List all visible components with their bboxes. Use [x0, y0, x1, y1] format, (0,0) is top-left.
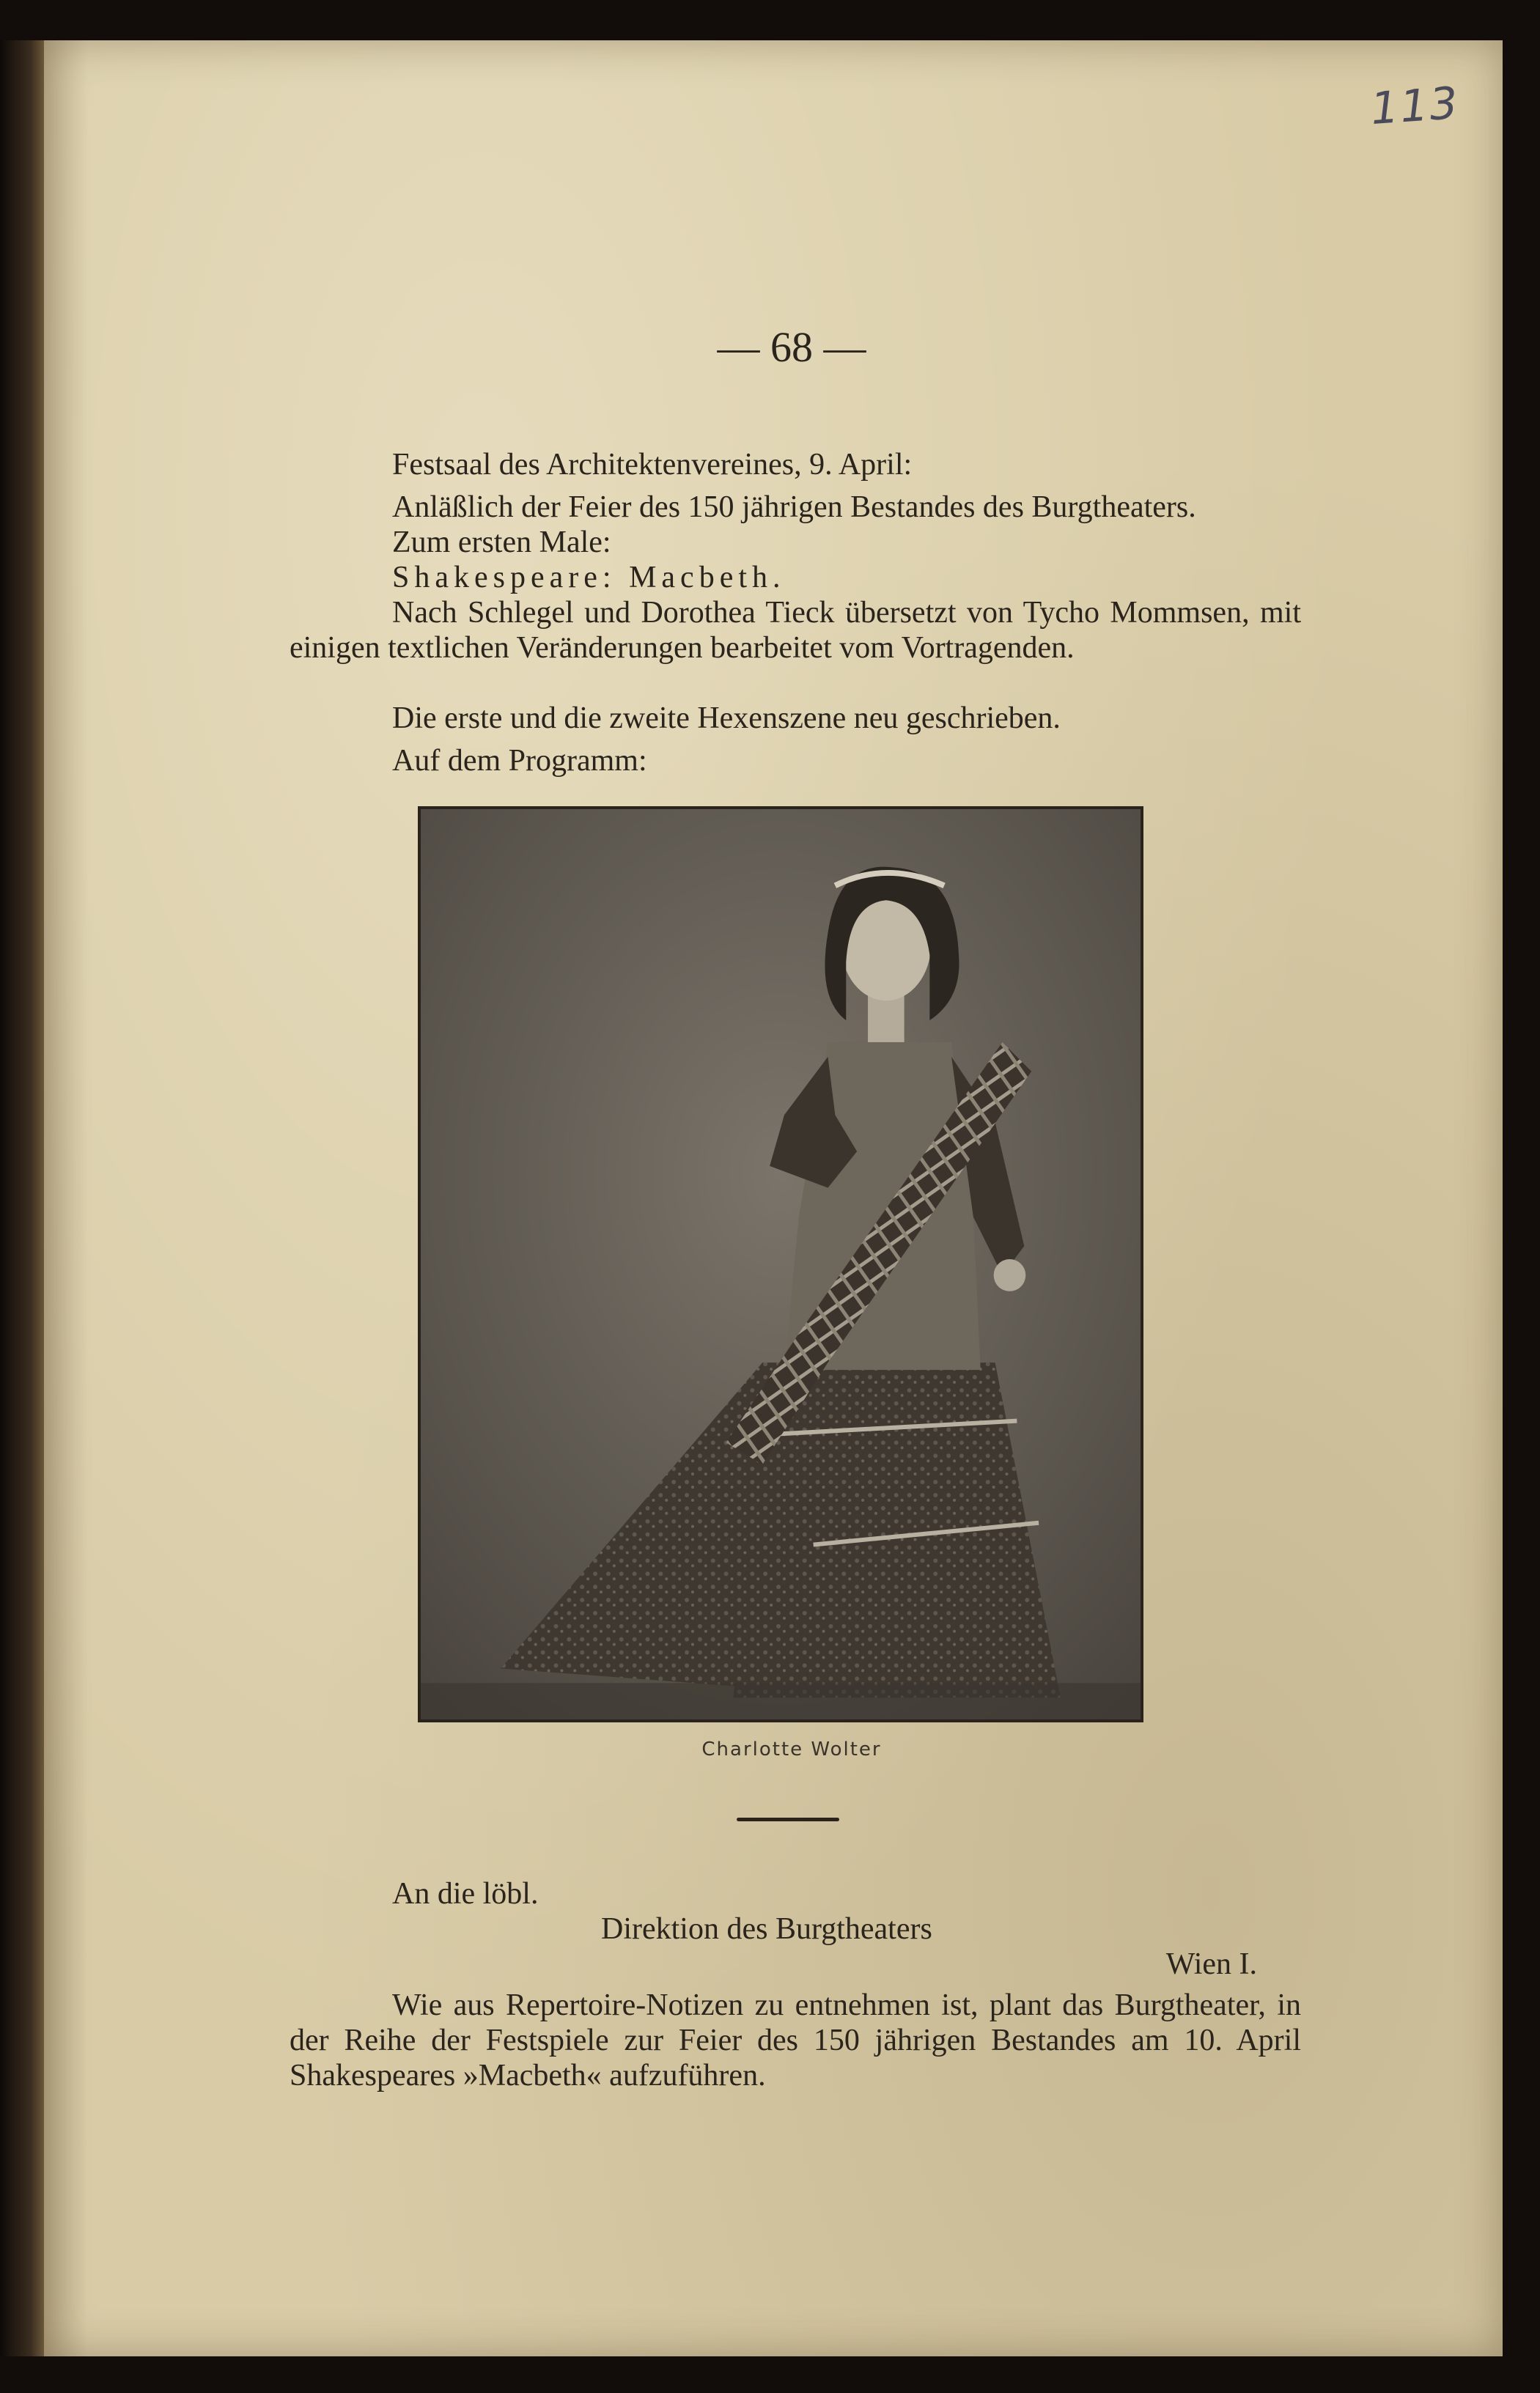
programme-line: Auf dem Programm: [392, 744, 647, 778]
photo-caption: Charlotte Wolter [701, 1738, 882, 1760]
translation-paragraph: Nach Schlegel und Dorothea Tieck übersetzt von Tycho Mommsen, mit einigen textlichen Veränderungen bearbeitet vom Vortragenden. [290, 596, 1301, 665]
book-spine [0, 40, 44, 2356]
portrait-photograph [418, 806, 1143, 1722]
scan-top-border [0, 0, 1540, 40]
archive-folio-number: 113 [1368, 77, 1461, 136]
portrait-image [421, 809, 1141, 1719]
letter-salutation: An die löbl. [392, 1877, 539, 1911]
play-title-line: Shakespeare: Macbeth. [392, 561, 786, 594]
occasion-line: Anläßlich der Feier des 150 jährigen Bestandes des Burgtheaters. [392, 490, 1196, 524]
page-number: — 68 — [717, 323, 866, 371]
scan-bottom-border [0, 2356, 1540, 2393]
witches-scene-line: Die erste und die zweite Hexenszene neu geschrieben. [392, 701, 1061, 735]
letter-city: Wien I. [1165, 1947, 1257, 1981]
first-time-line: Zum ersten Male: [392, 526, 611, 559]
scan-right-border [1503, 0, 1540, 2393]
letter-body: Wie aus Repertoire-Notizen zu entnehmen ist, plant das Burgtheater, in der Reihe der Festspiele zur Feier des 150 jährigen Bestandes am 10. April Shakespeares »Macbeth« aufzuführen. [290, 1988, 1301, 2093]
venue-line: Festsaal des Architektenvereines, 9. April: [392, 448, 913, 482]
section-divider [737, 1818, 839, 1821]
letter-addressee: Direktion des Burgtheaters [601, 1912, 932, 1946]
